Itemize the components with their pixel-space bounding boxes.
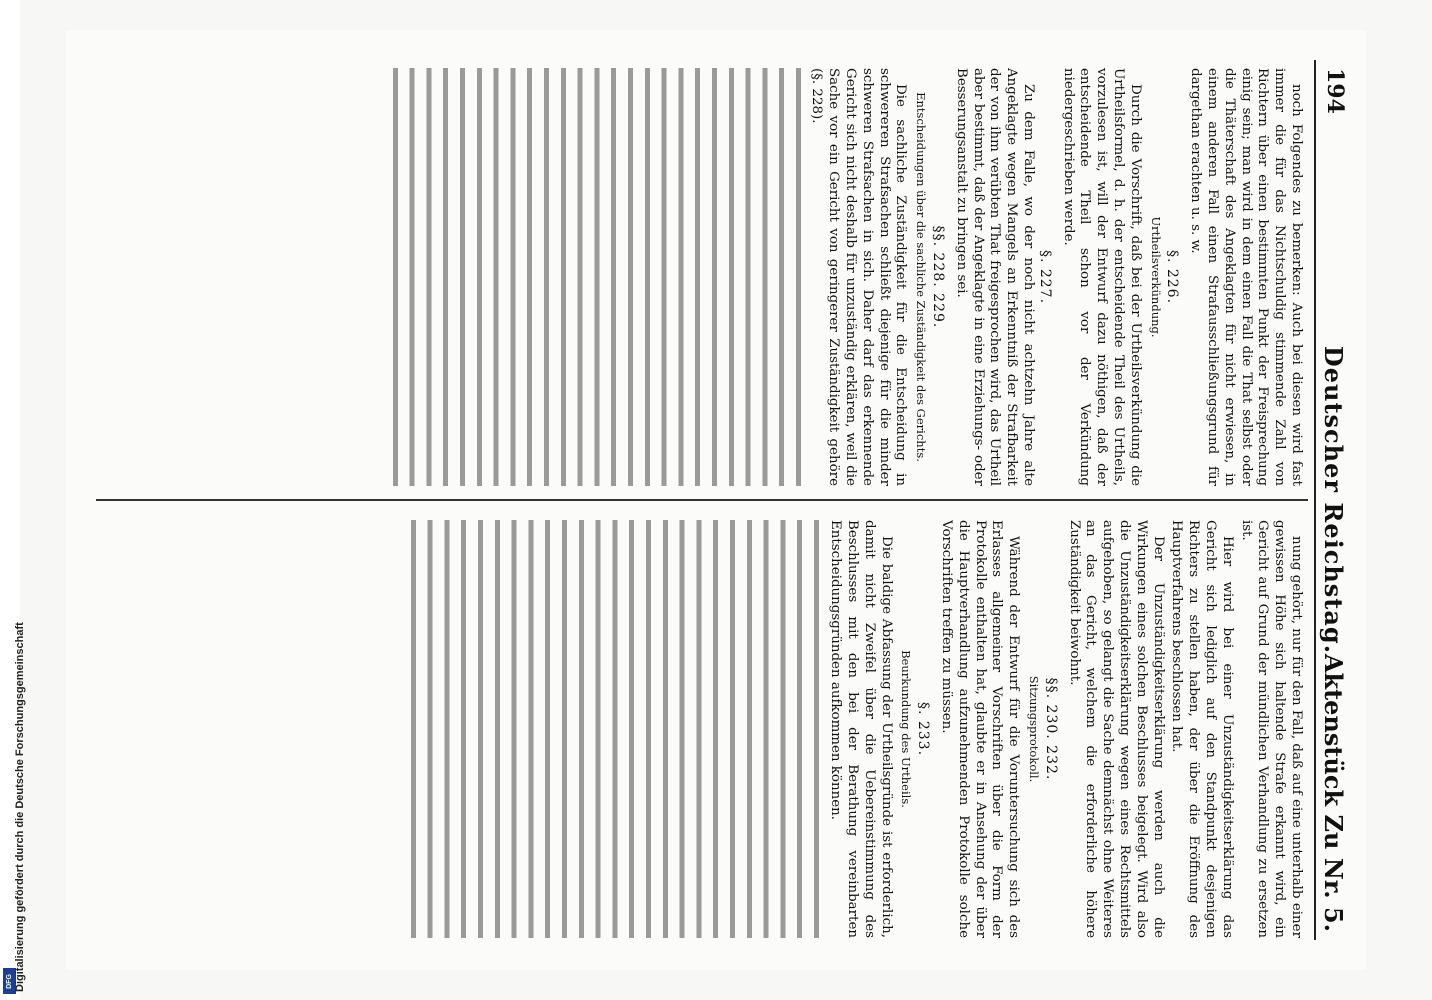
illegible-text-block (404, 520, 824, 938)
document-page (66, 30, 1366, 970)
section-heading: §§. 228. 229. (930, 225, 947, 329)
paragraph: Der Unzuständigkeitserklärung werden auch die Wirkungen eines solchen Beschlusses beigelegt. Wird also die Unzuständigkeitserklärung wegen eines Rechtsmittels aufgehoben, so gelangt die Sache demnächst ohne Weiteres an das Gericht, welchem die erforderliche höhere Zuständigkeit beiwohnt. (1066, 520, 1166, 938)
paragraph: Die sachliche Zuständigkeit für die Entscheidung in schwereren Strafsachen schließt diejenige für die minder schweren Strafsachen in sich. Daher darf das erkennende Gericht sich nicht deshalb für unzuständig erklären, weil die Sache vor ein Gericht von geringerer Zuständigkeit gehöre (§. 228). (809, 68, 909, 486)
section-heading: §. 226. (1164, 249, 1181, 305)
paragraph: nung gehört, nur für den Fall, daß auf eine unterhalb einer gewissen Höhe sich haltende Strafe erkannt wird, ein Gericht auf Grund der mündlichen Verhandlung zu ersetzen ist. (1238, 520, 1304, 938)
paragraph: noch Folgendes zu bemerken: Auch bei diesen wird fast immer die für das Nichtschuldig stimmende Zahl von Richtern über einen bestimmten Punkt der Freisprechung einig sein; man wird in dem einen Fall die That selbst oder die Thäterschaft des Angeklagten für nicht erwiesen, in einem anderen Fall einen Strafausschließungsgrund für dargethan erachten u. s. w. (1188, 68, 1304, 486)
page-title: Deutscher Reichstag. (1319, 345, 1348, 655)
section-subheading: Sitzungsprotokoll. (1027, 675, 1042, 783)
page-header (1314, 60, 1348, 940)
page-number: 194 (1322, 68, 1348, 114)
section-subheading: Beurkundung des Urtheils. (899, 650, 914, 808)
right-column (100, 520, 1304, 938)
digitization-credit: Digitalisierung gefördert durch die Deutsche Forschungsgemeinschaft (14, 622, 26, 992)
dfg-logo: DFG (3, 968, 16, 994)
digitization-footer (0, 0, 26, 1000)
column-separator (96, 499, 1308, 501)
paragraph: Durch die Vorschrift, daß bei der Urtheilsverkündung die Urtheilsformel, d. h. der entscheidende Theil des Urtheils, vorzulesen ist, will der Entwurf dazu nöthigen, daß der entscheidende Theil schon vor der Verkündung niedergeschrieben werde. (1060, 68, 1143, 486)
left-column (100, 68, 1304, 486)
section-heading: §§. 230. 232. (1042, 677, 1059, 781)
section-heading: §. 233. (915, 701, 932, 757)
paragraph: Zu dem Falle, wo der noch nicht achtzehn Jahre alte Angeklagte wegen Mangels an Erkenntniß der Strafbarkeit der von ihm verübten That freigesprochen wird, das Urtheil aber bestimmt, daß der Angeklagte in eine Erziehungs- oder Besserungsanstalt zu bringen sei. (953, 68, 1037, 486)
section-subheading: Urtheilsverkündung. (1148, 216, 1163, 338)
illegible-text-block (386, 68, 806, 486)
paragraph: Die baldige Abfassung der Urtheilsgründe ist erforderlich, damit nicht Zweifel über die Uebereinstimmung des Beschlusses mit den bei der Berathung vereinbarten Entscheidungsgründen aufkommen können. (828, 520, 894, 938)
paragraph: Während der Entwurf für die Voruntersuchung sich des Erlasses allgemeiner Vorschriften über die Form der Protokolle enthalten hat, glaubte er in Ansehung der über die Hauptverhandlung aufzunehmenden Protokolle solche Vorschriften treffen zu müssen. (939, 520, 1022, 938)
document-reference: Aktenstück Zu Nr. 5. (1319, 653, 1348, 932)
section-heading: §. 227. (1036, 249, 1053, 305)
paragraph: Hier wird bei einer Unzuständigkeitserklärung das Gericht sich lediglich auf den Standpunkt desjenigen Richters zu stellen haben, der über die Eröffnung des Hauptverfahrens beschlossen hat. (1169, 520, 1235, 938)
header-rule (1314, 60, 1316, 940)
section-subheading: Entscheidungen über die sachliche Zuständigkeit des Gerichts. (914, 92, 929, 462)
